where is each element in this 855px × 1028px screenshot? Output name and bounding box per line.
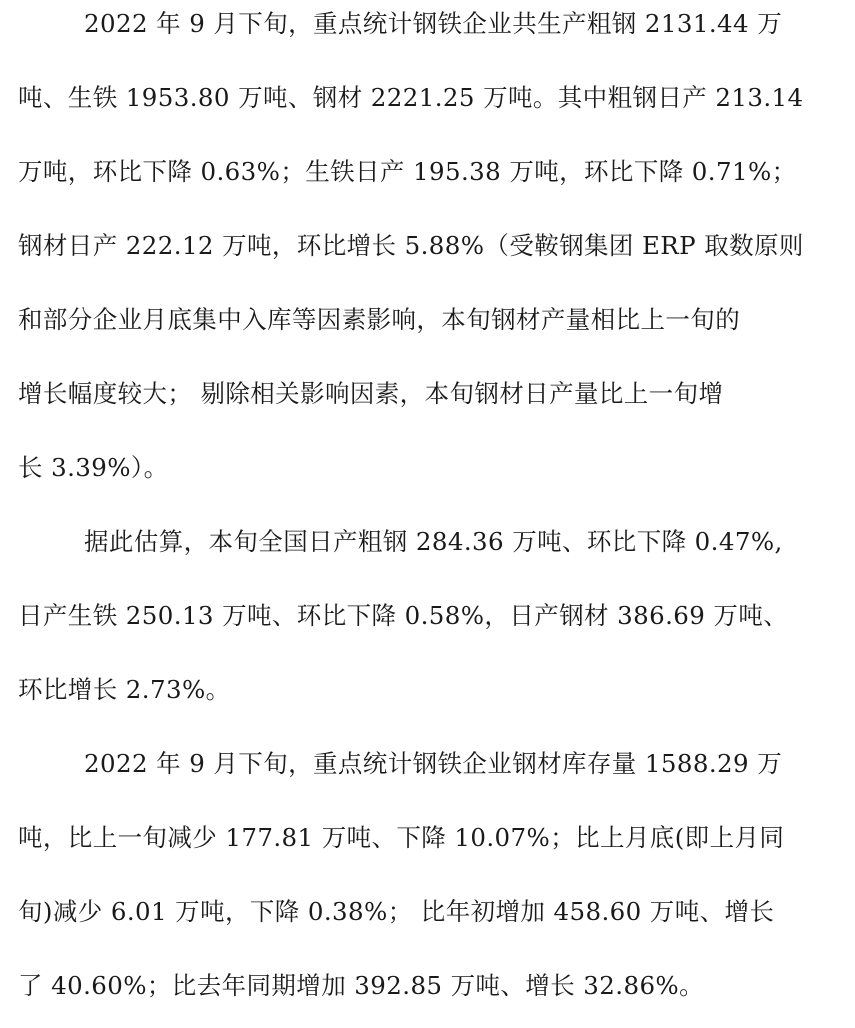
paragraph-1-line-5: 和部分企业月底集中入库等因素影响，本旬钢材产量相比上一旬的 [18, 305, 741, 334]
paragraph-1-line-3: 万吨，环比下降 0.63%；生铁日产 195.38 万吨，环比下降 0.71%； [18, 157, 797, 186]
paragraph-2-line-1: 据此估算，本旬全国日产粗钢 284.36 万吨、环比下降 0.47%, [84, 527, 783, 556]
paragraph-2-line-3: 环比增长 2.73%。 [18, 675, 231, 704]
paragraph-1-line-4: 钢材日产 222.12 万吨，环比增长 5.88%（受鞍钢集团 ERP 取数原则 [18, 231, 804, 260]
paragraph-3-line-4: 了 40.60%；比去年同期增加 392.85 万吨、增长 32.86%。 [18, 971, 705, 1000]
paragraph-1-line-6: 增长幅度较大； 剔除相关影响因素，本旬钢材日产量比上一旬增 [18, 379, 724, 408]
paragraph-1-line-1: 2022 年 9 月下旬，重点统计钢铁企业共生产粗钢 2131.44 万 [84, 9, 783, 38]
paragraph-1-line-7: 长 3.39%）。 [18, 453, 169, 482]
paragraph-3-line-3: 旬)减少 6.01 万吨，下降 0.38%； 比年初增加 458.60 万吨、增长 [18, 897, 775, 926]
paragraph-1-line-2: 吨、生铁 1953.80 万吨、钢材 2221.25 万吨。其中粗钢日产 213.14 [18, 83, 804, 112]
paragraph-3-line-2: 吨，比上一旬减少 177.81 万吨、下降 10.07%；比上月底(即上月同 [18, 823, 785, 852]
paragraph-3-line-1: 2022 年 9 月下旬，重点统计钢铁企业钢材库存量 1588.29 万 [84, 749, 783, 778]
paragraph-2-line-2: 日产生铁 250.13 万吨、环比下降 0.58%，日产钢材 386.69 万吨、 [18, 601, 789, 630]
